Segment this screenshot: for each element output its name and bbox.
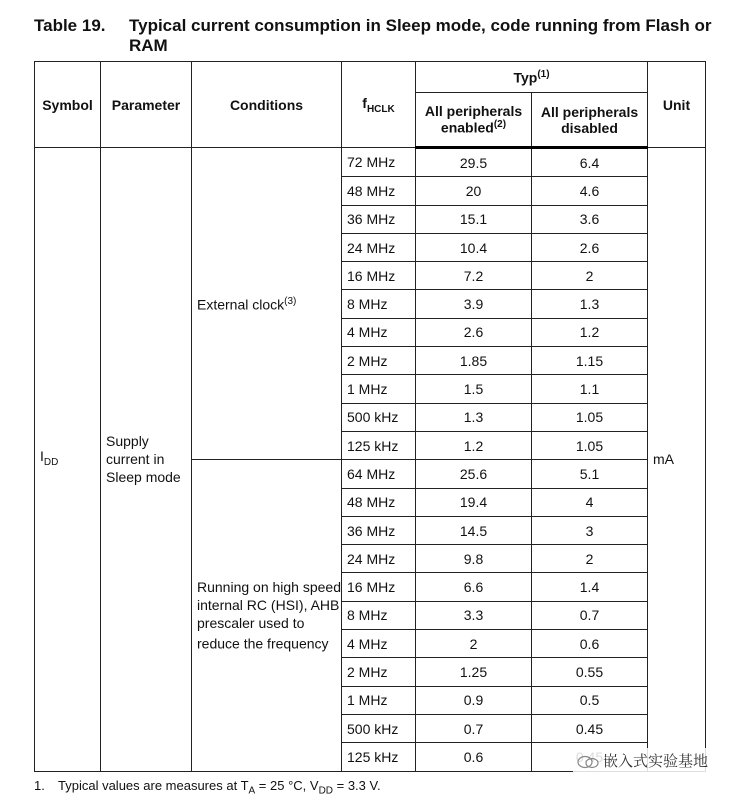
disabled-value-cell: 1.05: [532, 403, 648, 431]
enabled-value-cell: 1.3: [416, 403, 532, 431]
disabled-value-cell: 0.6: [532, 630, 648, 658]
disabled-value-cell: 4: [532, 488, 648, 516]
frequency-cell: 36 MHz: [342, 516, 416, 544]
disabled-value-cell: 1.05: [532, 431, 648, 459]
table-number: Table 19.: [34, 16, 106, 35]
frequency-cell: 16 MHz: [342, 573, 416, 601]
enabled-value-cell: 0.6: [416, 743, 532, 771]
enabled-value-cell: 2.6: [416, 318, 532, 346]
enabled-value-cell: 14.5: [416, 516, 532, 544]
disabled-value-cell: 6.4: [532, 148, 648, 177]
disabled-value-cell: 1.1: [532, 375, 648, 403]
condition-cell: Running on high speed internal RC (HSI), AHB prescaler used to reduce the frequency: [192, 460, 342, 771]
enabled-value-cell: 1.2: [416, 431, 532, 459]
disabled-value-cell: 1.4: [532, 573, 648, 601]
disabled-value-cell: 3: [532, 516, 648, 544]
parameter-cell: Supply current in Sleep mode: [101, 148, 192, 772]
frequency-cell: 1 MHz: [342, 375, 416, 403]
watermark: 嵌入式实验基地: [573, 748, 712, 773]
enabled-value-cell: 10.4: [416, 233, 532, 261]
enabled-value-cell: 1.5: [416, 375, 532, 403]
frequency-cell: 2 MHz: [342, 347, 416, 375]
enabled-value-cell: 3.3: [416, 601, 532, 629]
disabled-value-cell: 1.3: [532, 290, 648, 318]
header-typ: Typ$^{(1)}$: [416, 62, 648, 93]
table-title: Typical current consumption in Sleep mode, code running from Flash or RAM: [129, 16, 712, 55]
frequency-cell: 4 MHz: [342, 318, 416, 346]
header-parameter: Parameter: [101, 62, 192, 148]
condition-cell: External clock$^{(3)}$: [192, 148, 342, 460]
frequency-cell: 72 MHz: [342, 148, 416, 177]
disabled-value-cell: 2: [532, 262, 648, 290]
footnote: 1. Typical values are measures at $T_A = 25$ °C, $V_{DD} = 3.3$ V.: [34, 778, 381, 797]
unit-cell: mA: [648, 148, 706, 772]
frequency-cell: 500 kHz: [342, 403, 416, 431]
enabled-value-cell: 9.8: [416, 545, 532, 573]
frequency-cell: 1 MHz: [342, 686, 416, 714]
disabled-value-cell: 1.15: [532, 347, 648, 375]
frequency-cell: 48 MHz: [342, 177, 416, 205]
enabled-value-cell: 19.4: [416, 488, 532, 516]
wechat-icon: [577, 755, 599, 769]
frequency-cell: 64 MHz: [342, 460, 416, 488]
symbol-cell: $I_{DD}$: [35, 148, 101, 772]
enabled-value-cell: 0.9: [416, 686, 532, 714]
disabled-value-cell: 2.6: [532, 233, 648, 261]
enabled-value-cell: 1.85: [416, 347, 532, 375]
enabled-value-cell: 0.7: [416, 714, 532, 742]
frequency-cell: 8 MHz: [342, 601, 416, 629]
header-unit: Unit: [648, 62, 706, 148]
frequency-cell: 125 kHz: [342, 743, 416, 771]
header-conditions: Conditions: [192, 62, 342, 148]
disabled-value-cell: 0.5: [532, 686, 648, 714]
frequency-cell: 500 kHz: [342, 714, 416, 742]
enabled-value-cell: 7.2: [416, 262, 532, 290]
frequency-cell: 36 MHz: [342, 205, 416, 233]
header-all-disabled: All peripherals disabled: [532, 93, 648, 148]
enabled-value-cell: 1.25: [416, 658, 532, 686]
enabled-value-cell: 6.6: [416, 573, 532, 601]
enabled-value-cell: 20: [416, 177, 532, 205]
frequency-cell: 2 MHz: [342, 658, 416, 686]
enabled-value-cell: 15.1: [416, 205, 532, 233]
header-fhclk: $f_{HCLK}$: [342, 62, 416, 148]
frequency-cell: 24 MHz: [342, 545, 416, 573]
frequency-cell: 125 kHz: [342, 431, 416, 459]
disabled-value-cell: 5.1: [532, 460, 648, 488]
current-consumption-table: [34, 61, 706, 772]
disabled-value-cell: 3.6: [532, 205, 648, 233]
disabled-value-cell: 0.45: [532, 714, 648, 742]
frequency-cell: 8 MHz: [342, 290, 416, 318]
disabled-value-cell: 0.55: [532, 658, 648, 686]
disabled-value-cell: 1.2: [532, 318, 648, 346]
enabled-value-cell: 25.6: [416, 460, 532, 488]
disabled-value-cell: 2: [532, 545, 648, 573]
frequency-cell: 48 MHz: [342, 488, 416, 516]
enabled-value-cell: 29.5: [416, 148, 532, 177]
enabled-value-cell: 3.9: [416, 290, 532, 318]
enabled-value-cell: 2: [416, 630, 532, 658]
disabled-value-cell: 4.6: [532, 177, 648, 205]
disabled-value-cell: 0.7: [532, 601, 648, 629]
header-symbol: Symbol: [35, 62, 101, 148]
table-row: [35, 148, 706, 177]
header-all-enabled: All peripherals enabled$^{(2)}$: [416, 93, 532, 148]
frequency-cell: 4 MHz: [342, 630, 416, 658]
frequency-cell: 16 MHz: [342, 262, 416, 290]
frequency-cell: 24 MHz: [342, 233, 416, 261]
